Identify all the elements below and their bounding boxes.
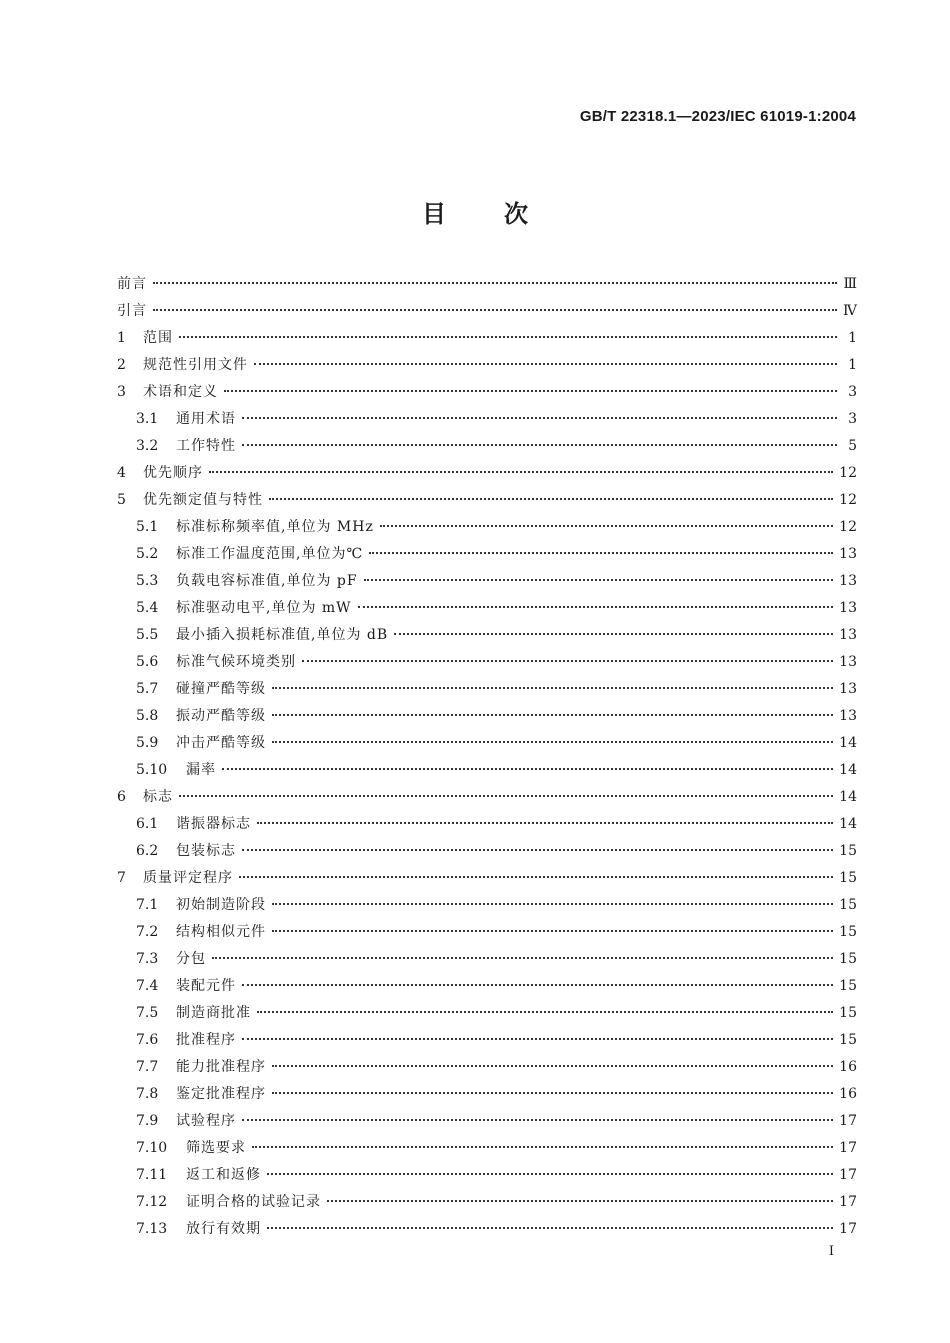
toc-entry-number: 7.7 [136,1059,159,1075]
toc-entry[interactable] [117,406,857,433]
toc-leader-dots [209,471,833,473]
toc-entry-page: 17 [839,1194,857,1210]
toc-entry[interactable] [117,271,857,298]
toc-leader-dots [394,633,833,635]
toc-entry-number: 7.10 [136,1140,168,1156]
toc-entry[interactable] [117,1054,857,1081]
toc-entry[interactable] [117,1027,857,1054]
toc-entry-number: 6.1 [136,816,159,832]
toc-entry[interactable] [117,433,857,460]
toc-entry-number: 1 [117,330,126,346]
toc-entry-page: 16 [839,1059,857,1075]
toc-entry-page: 13 [839,681,857,697]
toc-leader-dots [380,525,833,527]
toc-entry-page: 15 [839,1005,857,1021]
toc-entry-title: 优先顺序 [143,465,203,481]
toc-entry-page: 1 [848,357,857,373]
toc-entry[interactable] [117,919,857,946]
toc-entry-page: 12 [839,519,857,535]
toc-list [117,271,857,1243]
toc-entry[interactable] [117,487,857,514]
toc-entry[interactable] [117,325,857,352]
toc-entry-title: 谐振器标志 [176,816,251,832]
toc-entry-title: 标准标称频率值,单位为 MHz [176,519,374,535]
toc-entry[interactable] [117,730,857,757]
toc-entry-title: 标准气候环境类别 [176,654,296,670]
toc-entry-title: 能力批准程序 [176,1059,266,1075]
toc-entry-number: 7.3 [136,951,159,967]
toc-entry-title: 引言 [117,303,147,319]
toc-entry-page: 15 [839,1032,857,1048]
toc-leader-dots [358,606,834,608]
toc-entry-title: 鉴定批准程序 [176,1086,266,1102]
toc-entry-page: Ⅲ [843,276,857,292]
toc-entry[interactable] [117,460,857,487]
toc-entry-number: 7.4 [136,978,159,994]
toc-entry-number: 4 [117,465,126,481]
toc-entry-number: 5.9 [136,735,159,751]
toc-entry-page: 15 [839,924,857,940]
toc-entry[interactable] [117,622,857,649]
toc-entry-number: 5.7 [136,681,159,697]
toc-entry[interactable] [117,838,857,865]
toc-leader-dots [242,984,833,986]
toc-entry[interactable] [117,298,857,325]
toc-leader-dots [272,1065,833,1067]
toc-entry-number: 7.12 [136,1194,168,1210]
toc-entry-page: 13 [839,654,857,670]
toc-leader-dots [272,1092,833,1094]
toc-entry-page: 14 [839,762,857,778]
toc-entry-number: 5.3 [136,573,159,589]
toc-entry-page: 17 [839,1221,857,1237]
toc-entry-page: 15 [839,978,857,994]
toc-entry-page: 14 [839,735,857,751]
toc-leader-dots [239,876,833,878]
toc-entry-title: 返工和返修 [186,1167,261,1183]
toc-entry-page: 13 [839,573,857,589]
toc-entry-page: 15 [839,951,857,967]
toc-leader-dots [242,1119,833,1121]
toc-leader-dots [222,768,833,770]
toc-entry-title: 规范性引用文件 [143,357,248,373]
toc-leader-dots [272,714,833,716]
toc-entry-number: 7.6 [136,1032,159,1048]
toc-entry-title: 冲击严酷等级 [176,735,266,751]
toc-entry-title: 振动严酷等级 [176,708,266,724]
toc-leader-dots [242,1038,833,1040]
toc-leader-dots [242,849,833,851]
toc-entry[interactable] [117,541,857,568]
toc-entry-title: 术语和定义 [143,384,218,400]
toc-entry-title: 漏率 [186,762,216,778]
toc-entry-number: 7.5 [136,1005,159,1021]
toc-entry-title: 工作特性 [176,438,236,454]
toc-entry-number: 3 [117,384,126,400]
toc-leader-dots [242,417,837,419]
toc-title-char-1: 目 [422,200,446,228]
toc-title [0,194,950,229]
toc-entry-title: 结构相似元件 [176,924,266,940]
toc-entry-number: 5.10 [136,762,168,778]
toc-leader-dots [267,1227,833,1229]
toc-leader-dots [224,390,837,392]
toc-entry-title: 最小插入损耗标准值,单位为 dB [176,627,389,643]
toc-entry-title: 初始制造阶段 [176,897,266,913]
toc-leader-dots [242,444,837,446]
toc-entry-page: 17 [839,1140,857,1156]
toc-entry-page: 5 [848,438,857,454]
toc-entry[interactable] [117,595,857,622]
toc-entry-number: 7.2 [136,924,159,940]
toc-leader-dots [212,957,833,959]
toc-entry[interactable] [117,784,857,811]
toc-entry-number: 7 [117,870,126,886]
toc-entry[interactable] [117,973,857,1000]
toc-entry-page: 16 [839,1086,857,1102]
toc-leader-dots [272,903,833,905]
toc-entry-page: 3 [848,411,857,427]
toc-entry-page: 17 [839,1167,857,1183]
toc-entry[interactable] [117,1216,857,1243]
toc-leader-dots [257,1011,833,1013]
toc-entry-page: 14 [839,816,857,832]
toc-entry[interactable] [117,1189,857,1216]
toc-entry[interactable] [117,703,857,730]
toc-entry-number: 5.4 [136,600,159,616]
page-number: Ⅰ [828,1244,834,1259]
toc-entry-title: 负载电容标准值,单位为 pF [176,573,358,589]
toc-entry-page: 14 [839,789,857,805]
toc-title-char-2: 次 [504,200,528,228]
toc-leader-dots [272,930,833,932]
toc-entry-number: 2 [117,357,126,373]
toc-entry-page: 13 [839,546,857,562]
toc-leader-dots [254,363,837,365]
toc-entry-title: 通用术语 [176,411,236,427]
toc-leader-dots [179,336,837,338]
toc-entry-page: 15 [839,843,857,859]
toc-leader-dots [153,309,837,311]
toc-entry-title: 标志 [143,789,173,805]
toc-entry-page: Ⅳ [843,303,857,319]
toc-entry-title: 前言 [117,276,147,292]
toc-entry[interactable] [117,946,857,973]
toc-entry-title: 放行有效期 [186,1221,261,1237]
toc-entry-number: 6.2 [136,843,159,859]
toc-entry-title: 范围 [143,330,173,346]
toc-entry-title: 试验程序 [176,1113,236,1129]
toc-entry-title: 标准工作温度范围,单位为℃ [176,546,364,562]
toc-leader-dots [257,822,833,824]
toc-entry-page: 12 [839,465,857,481]
toc-entry-title: 装配元件 [176,978,236,994]
toc-entry-number: 7.8 [136,1086,159,1102]
toc-entry-page: 13 [839,600,857,616]
toc-entry-page: 1 [848,330,857,346]
toc-leader-dots [179,795,833,797]
toc-entry[interactable] [117,676,857,703]
toc-entry-number: 7.13 [136,1221,168,1237]
toc-entry[interactable] [117,1000,857,1027]
toc-entry-title: 质量评定程序 [143,870,233,886]
toc-entry-title: 分包 [176,951,206,967]
toc-entry-title: 优先额定值与特性 [143,492,263,508]
toc-entry-number: 3.1 [136,411,159,427]
toc-entry-number: 7.9 [136,1113,159,1129]
toc-entry-number: 5.6 [136,654,159,670]
toc-entry-page: 15 [839,870,857,886]
toc-leader-dots [272,741,833,743]
toc-entry[interactable] [117,811,857,838]
toc-entry-number: 7.11 [136,1167,168,1183]
toc-entry[interactable] [117,568,857,595]
toc-entry-title: 批准程序 [176,1032,236,1048]
toc-entry-page: 13 [839,708,857,724]
toc-leader-dots [272,687,833,689]
toc-entry-number: 5.8 [136,708,159,724]
toc-entry-number: 3.2 [136,438,159,454]
toc-entry-title: 证明合格的试验记录 [186,1194,321,1210]
standard-code: GB/T 22318.1—2023/IEC 61019-1:2004 [579,108,856,125]
toc-entry-page: 12 [839,492,857,508]
toc-entry-page: 13 [839,627,857,643]
toc-entry[interactable] [117,892,857,919]
toc-entry-title: 碰撞严酷等级 [176,681,266,697]
toc-entry[interactable] [117,379,857,406]
toc-entry-number: 5.1 [136,519,159,535]
toc-entry-page: 15 [839,897,857,913]
toc-entry[interactable] [117,514,857,541]
toc-leader-dots [364,579,834,581]
toc-entry-title: 筛选要求 [186,1140,246,1156]
toc-entry-page: 17 [839,1113,857,1129]
toc-entry[interactable] [117,757,857,784]
toc-leader-dots [269,498,833,500]
toc-leader-dots [252,1146,833,1148]
toc-leader-dots [267,1173,833,1175]
toc-entry-title: 包装标志 [176,843,236,859]
toc-entry-number: 5.5 [136,627,159,643]
toc-leader-dots [369,552,833,554]
toc-entry-number: 7.1 [136,897,159,913]
toc-leader-dots [327,1200,833,1202]
toc-entry-title: 标准驱动电平,单位为 mW [176,600,352,616]
toc-entry[interactable] [117,1135,857,1162]
toc-entry-number: 5.2 [136,546,159,562]
toc-entry-number: 5 [117,492,126,508]
toc-entry-page: 3 [848,384,857,400]
toc-entry[interactable] [117,1081,857,1108]
toc-entry-title: 制造商批准 [176,1005,251,1021]
toc-entry[interactable] [117,1162,857,1189]
toc-leader-dots [153,282,837,284]
toc-entry[interactable] [117,865,857,892]
toc-entry-number: 6 [117,789,126,805]
toc-leader-dots [302,660,833,662]
toc-entry[interactable] [117,352,857,379]
toc-entry[interactable] [117,649,857,676]
toc-entry[interactable] [117,1108,857,1135]
